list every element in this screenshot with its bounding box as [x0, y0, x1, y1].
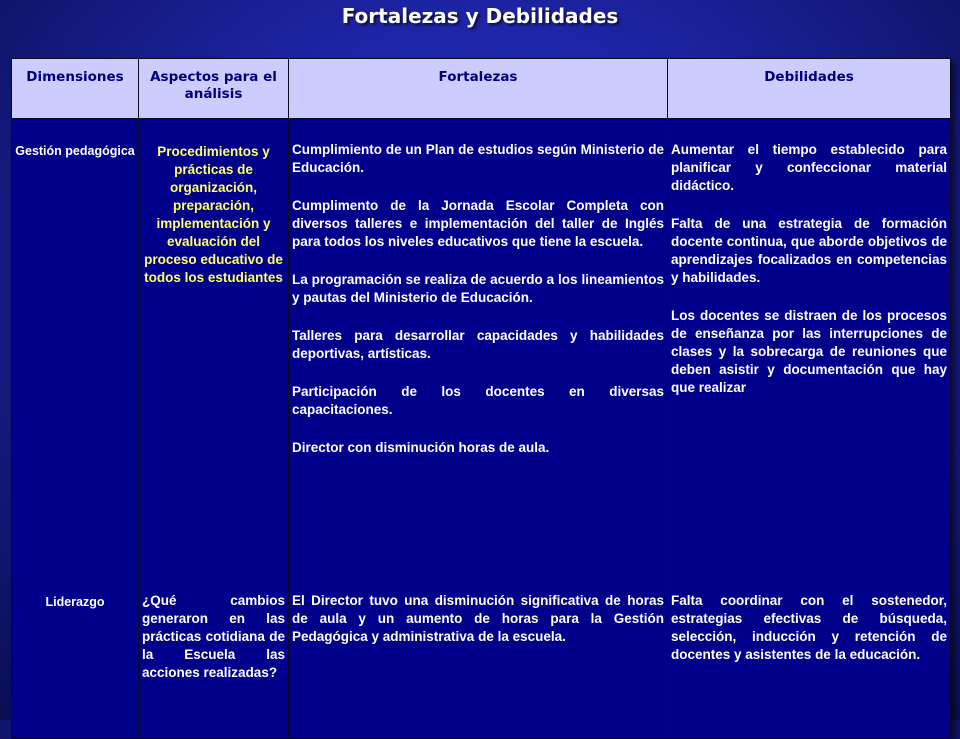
table-row [12, 119, 951, 570]
weakness-item: Falta de una estrategia de formación docente continua, que aborde objetivos de aprendizajes focalizados en competencias y habilidades. [671, 216, 947, 285]
header-aspectos: Aspectos para el análisis [139, 59, 289, 119]
dimension-cell: Gestión pedagógica [12, 119, 139, 570]
header-fortalezas: Fortalezas [289, 59, 668, 119]
strength-item: Participación de los docentes en diversas capacitaciones. [292, 384, 664, 417]
aspect-cell: Procedimientos y prácticas de organización, preparación, implementación y evaluación del proceso educativo de todos los estudiantes [139, 119, 289, 570]
strength-item: El Director tuvo una disminución significativa de horas de aula y un aumento de horas para la Gestión Pedagógica y administrativa de la escuela. [292, 593, 664, 644]
strengths-cell [289, 570, 668, 739]
dimension-cell: Liderazgo [12, 570, 139, 739]
weakness-item: Falta coordinar con el sostenedor, estrategias efectivas de búsqueda, selección, inducción y retención de docentes y asistentes de la educación. [671, 593, 947, 662]
strength-item: Director con disminución horas de aula. [292, 440, 550, 455]
strength-item: Talleres para desarrollar capacidades y habilidades deportivas, artísticas. [292, 328, 664, 361]
weakness-item: Aumentar el tiempo establecido para planificar y confeccionar material didáctico. [671, 142, 947, 193]
table-header-row [12, 59, 951, 119]
header-dimensiones: Dimensiones [12, 59, 139, 119]
table-row [12, 570, 951, 739]
strengths-cell [289, 119, 668, 570]
weakness-item: Los docentes se distraen de los procesos de enseñanza por las interrupciones de clases y la sobrecarga de reuniones que deben asistir y documentación que hay que realizar [671, 308, 947, 395]
strength-item: Cumplimento de la Jornada Escolar Completa con diversos talleres e implementación del taller de Inglés para todos los niveles educativos que tiene la escuela. [292, 198, 664, 249]
weaknesses-cell [668, 119, 951, 570]
aspect-cell: ¿Qué cambios generaron en las prácticas cotidiana de la Escuela las acciones realizadas? [139, 570, 289, 739]
strengths-weaknesses-table [11, 58, 951, 739]
header-debilidades: Debilidades [668, 59, 951, 119]
strength-item: Cumplimiento de un Plan de estudios según Ministerio de Educación. [292, 142, 664, 175]
weaknesses-cell [668, 570, 951, 739]
strength-item: La programación se realiza de acuerdo a los lineamientos y pautas del Ministerio de Educación. [292, 272, 664, 305]
page-title: Fortalezas y Debilidades [341, 4, 619, 28]
